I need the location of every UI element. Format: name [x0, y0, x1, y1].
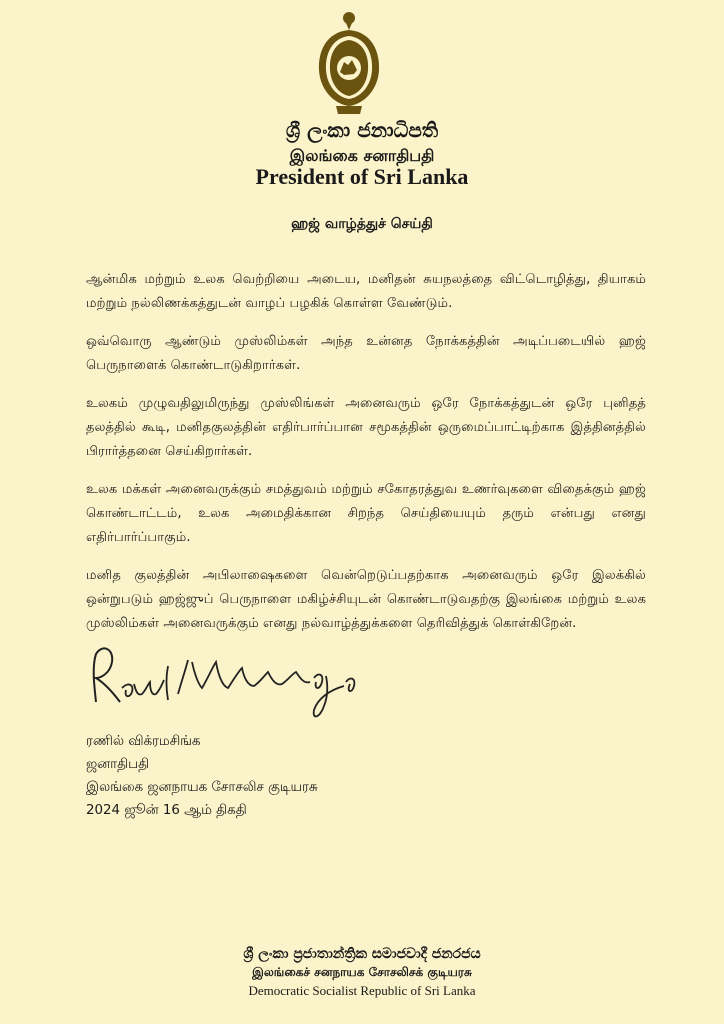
- signatory-designation: ஜனாதிபதி: [86, 757, 150, 772]
- signoff-block: [86, 730, 318, 822]
- handwritten-signature: [82, 632, 372, 728]
- paragraph-4: உலக மக்கள் அனைவருக்கும் சமத்துவம் மற்றும் சகோதரத்துவ உணர்வுகளை விதைக்கும் ஹஜ் கொண்டாட்டம், உலக அமைதிக்கான சிறந்த செய்தியையும் தரும் என்பது எனது எதிர்பார்ப்பாகும்.: [86, 482, 646, 545]
- header-sinhala-title: ශ්‍රී ලංකා ජනාධිපති: [285, 118, 439, 142]
- header-english-title: President of Sri Lanka: [255, 164, 469, 189]
- paragraph-3: உலகம் முழுவதிலுமிருந்து முஸ்லிங்கள் அனைவரும் ஒரே நோக்கத்துடன் ஒரே புனிதத் தலத்தில் கூடி, மனிதகுலத்தின் எதிர்பார்ப்பான சமூகத்தின் ஒருமைப்பாட்டிற்காக இத்தினத்தில் பிரார்த்தனை செய்கிறார்கள்.: [86, 396, 646, 459]
- letter-date: 2024 ஜூன் 16 ஆம் திகதி: [86, 803, 247, 818]
- letter-body: [86, 268, 646, 650]
- signatory-name: ரணில் விக்ரமசிங்க: [86, 734, 201, 749]
- paragraph-1: ஆன்மிக மற்றும் உலக வெற்றியை அடைய, மனிதன் சுயநலத்தை விட்டொழித்து, தியாகம் மற்றும் நல்லிணக்கத்துடன் வாழப் பழகிக் கொள்ள வேண்டும்.: [86, 272, 646, 311]
- footer-english: Democratic Socialist Republic of Sri Lanka: [248, 983, 476, 998]
- paragraph-5: மனித குலத்தின் அபிலாஷைகளை வென்றெடுப்பதற்காக அனைவரும் ஒரே இலக்கில் ஒன்றுபடும் ஹஜ்ஜுப் பெருநாளை மகிழ்ச்சியுடன் கொண்டாடுவதற்கு இலங்கை மற்றும் உலக முஸ்லிம்கள் அனைவருக்கும் எனது நல்வாழ்த்துக்களை தெரிவித்துக் கொள்கிறேன்.: [86, 568, 646, 631]
- header-tamil-title: இலங்கை சனாதிபதி: [289, 146, 435, 165]
- footer-sinhala: ශ්‍රී ලංකා ප්‍රජාතාන්ත්‍රික සමාජවාදී ජනරජය: [243, 946, 481, 962]
- paragraph-2: ஒவ்வொரு ஆண்டும் முஸ்லிம்கள் அந்த உன்னத நோக்கத்தின் அடிப்படையில் ஹஜ் பெருநாளைக் கொண்டாடுகிறார்கள்.: [86, 334, 646, 373]
- document-title: ஹஜ் வாழ்த்துச் செய்தி: [291, 216, 433, 232]
- national-emblem-icon: [316, 8, 382, 116]
- footer-tamil: இலங்கைச் சனநாயக சோசலிசக் குடியரசு: [252, 965, 472, 979]
- signatory-country: இலங்கை ஜனநாயக சோசலிச குடியரசு: [86, 780, 318, 795]
